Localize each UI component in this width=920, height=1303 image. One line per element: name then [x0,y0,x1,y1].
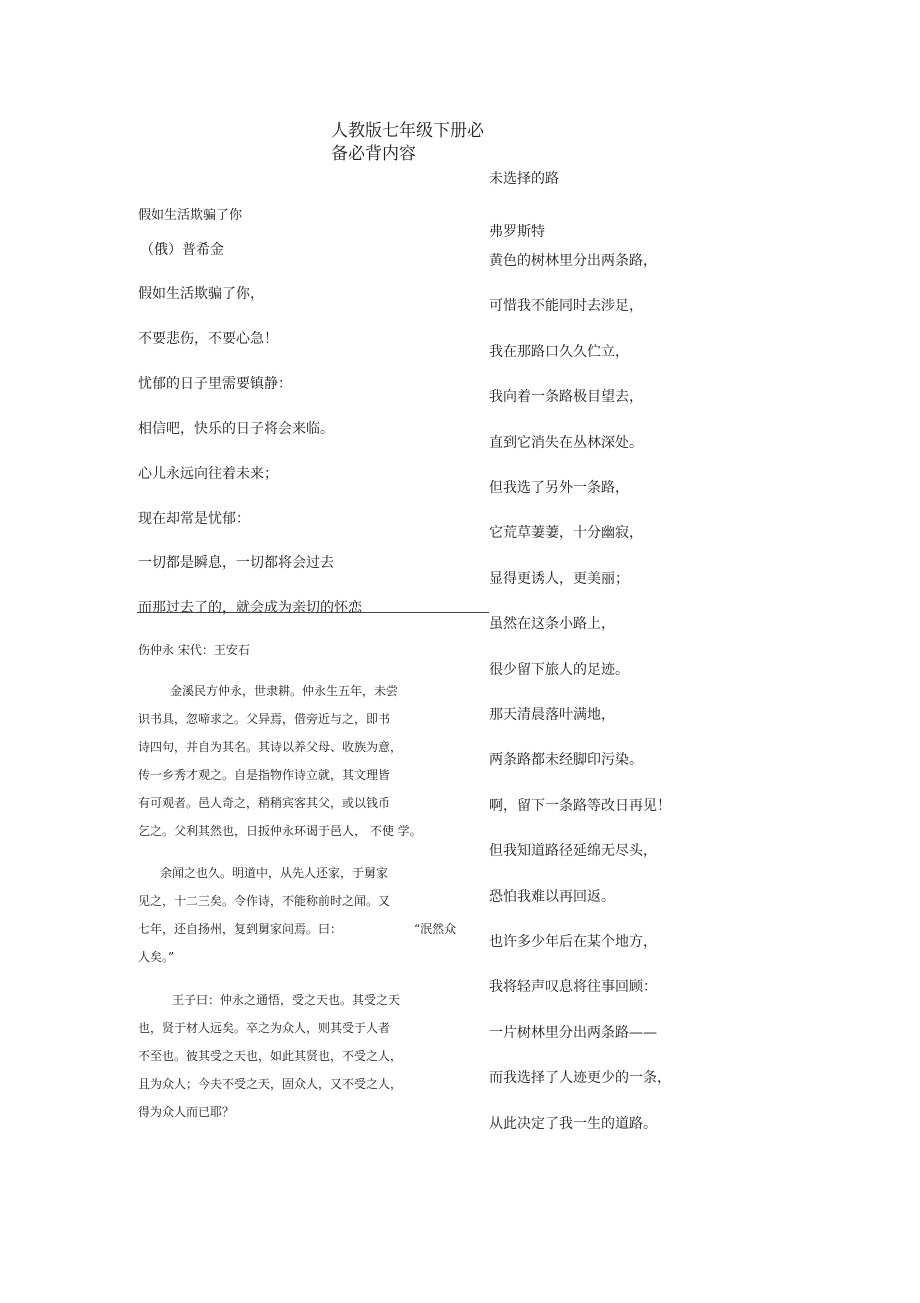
essay-para2-quote: “泯然众 [414,922,457,936]
essay-para2-line: 余闻之也久。明道中，从先人还家，于舅家 [160,866,389,880]
essay-para3-line: 王子曰：仲永之通悟，受之天也。其受之天 [172,993,401,1007]
poem1-line: 相信吧，快乐的日子将会来临。 [138,421,334,437]
poem2-line: 直到它消失在丛林深处。 [489,435,643,451]
poem2-line: 两条路都未经脚印污染。 [489,752,643,768]
poem2-line: 也许多少年后在某个地方， [489,934,657,950]
poem2-line: 我在那路口久久伫立， [489,344,629,360]
poem1-line: 忧郁的日子里需要镇静： [138,376,292,392]
poem2-line: 但我知道路径延绵无尽头， [489,843,657,859]
essay-para3-line: 也，贤于材人远矣。卒之为众人，则其受于人者 [138,1021,391,1035]
poem1-line: 而那过去了的，就会成为亲切的怀恋 [138,600,362,616]
essay-para2-line: 七年，还自扬州，复到舅家问焉。曰： [138,922,343,936]
poem2-line: 虽然在这条小路上， [489,616,615,632]
poem1-line: 心儿永远向往着未来； [138,466,278,482]
essay-title: 伤仲永 宋代：王安石 [138,643,250,657]
essay-para1-line: 识书具，忽啼求之。父异焉，借旁近与之，即书 [138,712,391,726]
poem2-author: 弗罗斯特 [489,224,545,240]
essay-para2-line: 见之，十二三矣。令作诗，不能称前时之闻。又 [138,894,391,908]
poem2-line: 黄色的树林里分出两条路， [489,253,657,269]
essay-para1-line: 传一乡秀才观之。自是指物作诗立就，其文理皆 [138,768,391,782]
poem2-line: 而我选择了人迹更少的一条， [489,1070,671,1086]
poem1-author: （俄）普希金 [140,242,224,258]
essay-para3-line: 且为众人；今夫不受之天，固众人，又不受之人， [138,1077,403,1091]
poem1-title: 假如生活欺骗了你 [138,208,243,223]
poem2-line: 我将轻声叹息将往事回顾： [489,979,657,995]
essay-para1-line: 有可观者。邑人奇之，稍稍宾客其父，或以钱币 [138,796,391,810]
poem2-line: 可惜我不能同时去涉足， [489,298,643,314]
poem2-line: 恐怕我难以再回返。 [489,889,615,905]
poem2-title: 未选择的路 [489,171,559,187]
poem1-line: 假如生活欺骗了你， [138,286,264,302]
essay-para1-line: 诗四句，并自为其名。其诗以养父母、收族为意， [138,740,403,754]
essay-para3-line: 不至也。彼其受之天也，如此其贤也，不受之人， [138,1049,403,1063]
poem2-line: 那天清晨落叶满地， [489,707,615,723]
poem2-line: 一片树林里分出两条路—— [489,1025,657,1041]
essay-para1-line: 乞之。父利其然也，日扳仲永环谒于邑人， 不使 学。 [138,824,422,838]
essay-para2-line: 人矣。” [138,950,175,964]
essay-para3-line: 得为众人而已耶？ [138,1105,235,1119]
poem1-line: 一切都是瞬息，一切都将会过去 [138,555,334,571]
poem2-line: 从此决定了我一生的道路。 [489,1116,657,1132]
poem1-line: 不要悲伤，不要心急！ [138,331,278,347]
poem1-line: 现在却常是忧郁： [138,511,250,527]
poem2-line: 我向着一条路极目望去， [489,389,643,405]
divider-line [137,612,489,613]
poem2-line: 很少留下旅人的足迹。 [489,662,629,678]
poem2-line: 啊，留下一条路等改日再见！ [489,798,671,814]
page-title-line-2: 备必背内容 [331,144,416,164]
poem2-line: 显得更诱人，更美丽； [489,571,629,587]
essay-para1-line: 金溪民方仲永，世隶耕。仲永生五年，未尝 [170,684,399,698]
poem2-line: 它荒草萋萋，十分幽寂， [489,525,643,541]
poem2-line: 但我选了另外一条路， [489,480,629,496]
page-title-line-1: 人教版七年级下册必 [331,121,484,141]
